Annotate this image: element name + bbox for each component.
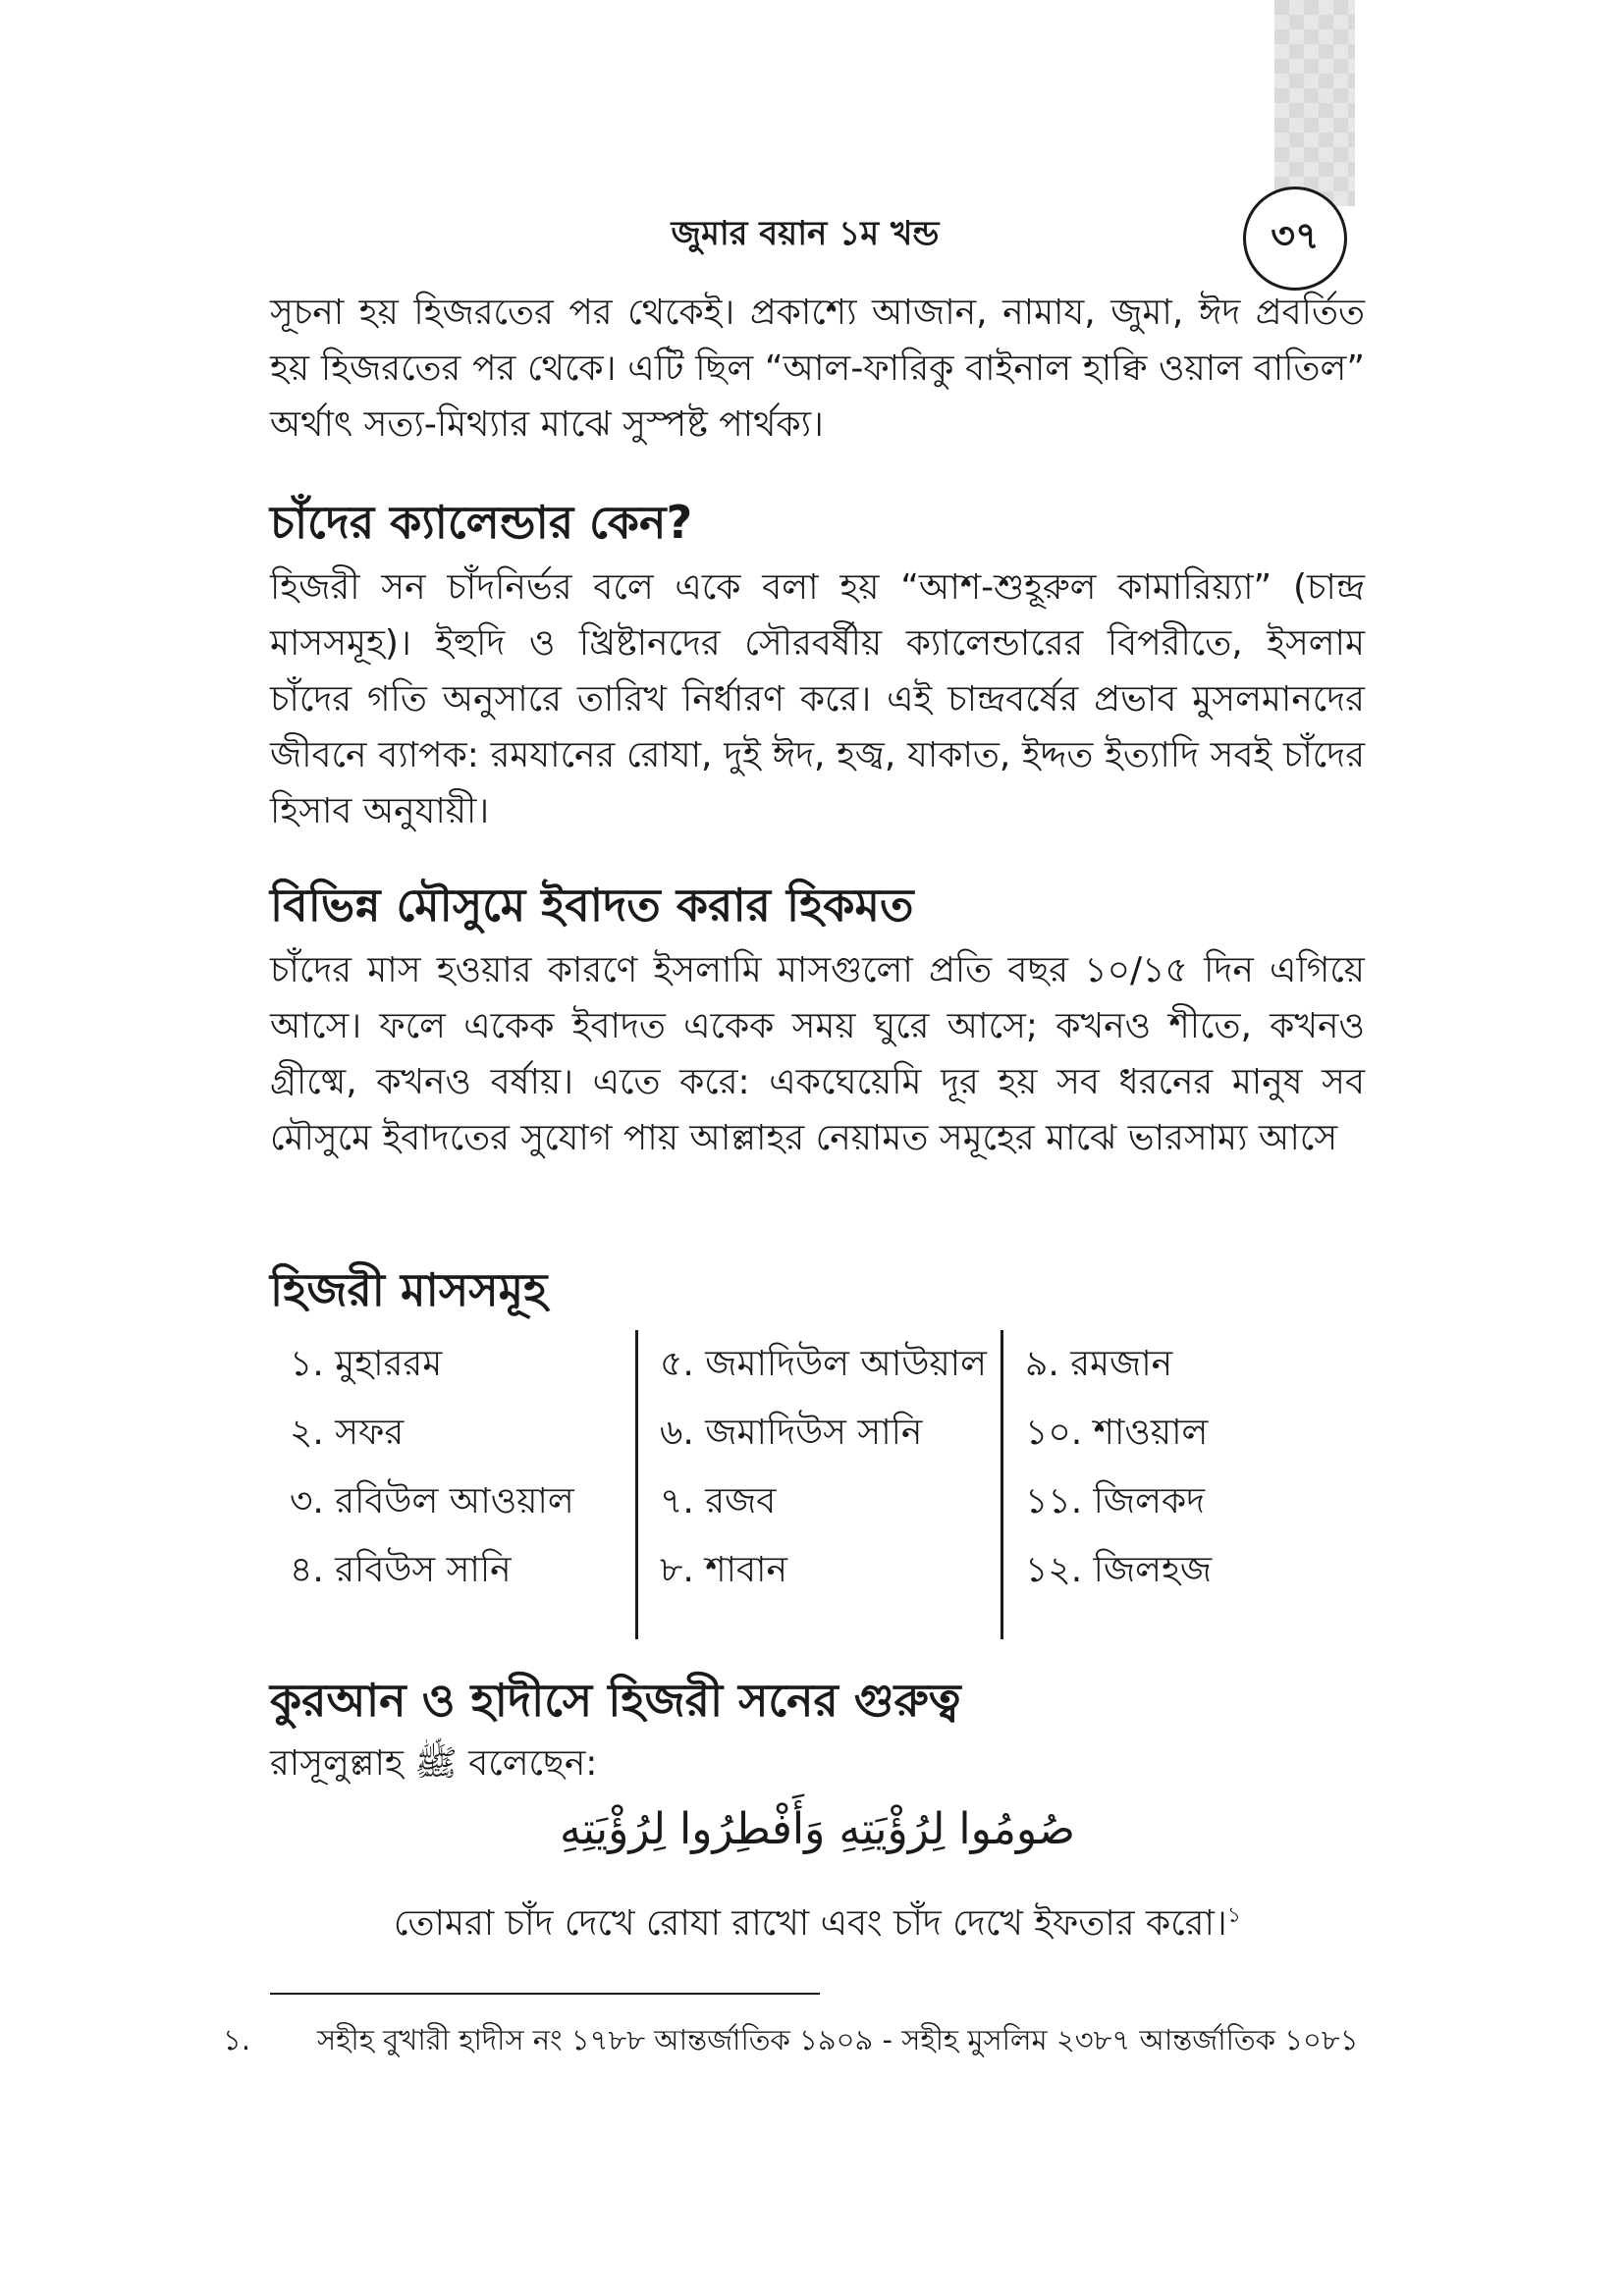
page-number: ৩৭ <box>1243 187 1347 291</box>
hijri-months-table <box>270 1330 1252 1639</box>
arabic-hadith: صُومُوا لِرُؤْيَتِهِ وَأَفْطِرُوا لِرُؤْيَتِهِ <box>559 1804 1075 1854</box>
heading-seasonal-worship: বিভিন্ন মৌসুমে ইবাদত করার হিকমত <box>270 879 914 932</box>
hadith-translation <box>270 1896 1365 1955</box>
intro-paragraph: সূচনা হয় হিজরতের পর থেকেই। প্রকাশ্যে আজান, নামায, জুমা, ঈদ প্রবর্তিত হয় হিজরতের পর থেকে। এটি ছিল “আল-ফারিকু বাইনাল হাক্বি ওয়াল বাতিল” অর্থাৎ সত্য-মিথ্যার মাঝে সুস্পষ্ট পার্থক্য। <box>270 293 1365 445</box>
month-item: ৯. রমজান <box>1025 1344 1173 1384</box>
months-column-2 <box>635 1330 1003 1639</box>
running-title: জুমার বয়ান ১ম খন্ড <box>671 214 940 253</box>
hadith-intro: রাসূলুল্লাহ ﷺ বলেছেন: <box>270 1743 598 1784</box>
heading-hijri-months: হিজরী মাসসমূহ <box>270 1263 548 1316</box>
footnote <box>223 2017 1365 2062</box>
footnote-number: ১. <box>223 2023 251 2056</box>
month-item: ১. মুহাররম <box>290 1344 443 1384</box>
footnote-ref[interactable]: ১ <box>1226 1903 1242 1928</box>
month-item: ৪. রবিউস সানি <box>290 1550 512 1590</box>
month-item: ১২. জিলহজ <box>1025 1550 1213 1590</box>
months-column-3 <box>1001 1330 1249 1639</box>
month-item: ৮. শাবান <box>660 1550 787 1590</box>
seasonal-worship-paragraph: চাঁদের মাস হওয়ার কারণে ইসলামি মাসগুলো প্রতি বছর ১০/১৫ দিন এগিয়ে আসে। ফলে একেক ইবাদত একেক সময় ঘুরে আসে; কখনও শীতে, কখনও গ্রীষ্মে, কখনও বর্ষায়। এতে করে: একঘেয়েমি দূর হয় সব ধরনের মানুষ সব মৌসুমে ইবাদতের সুযোগ পায় আল্লাহর নেয়ামত সমূহের মাঝে ভারসাম্য আসে <box>270 950 1365 1158</box>
heading-quran-hadith: কুরআন ও হাদীসে হিজরী সনের গুরুত্ব <box>270 1674 961 1727</box>
month-item: ৩. রবিউল আওয়াল <box>290 1481 574 1522</box>
page-edge-tab <box>1274 0 1355 206</box>
month-item: ৬. জমাদিউস সানি <box>660 1413 923 1453</box>
month-item: ১০. শাওয়াল <box>1025 1413 1209 1453</box>
month-item: ৫. জমাদিউল আউয়াল <box>660 1344 987 1384</box>
footnote-body <box>223 2017 1365 2062</box>
month-item: ১১. জিলকদ <box>1025 1481 1206 1522</box>
footnote-divider <box>270 1993 820 1995</box>
month-item: ২. সফর <box>290 1413 405 1453</box>
month-item: ৭. রজব <box>660 1481 777 1522</box>
months-column-1 <box>270 1330 633 1639</box>
moon-calendar-paragraph: হিজরী সন চাঁদনির্ভর বলে একে বলা হয় “আশ-শুহূরুল কামারিয়্যা” (চান্দ্র মাসসমূহ)। ইহুদি ও খ্রিষ্টানদের সৌরবর্ষীয় ক্যালেন্ডারের বিপরীতে, ইসলাম চাঁদের গতি অনুসারে তারিখ নির্ধারণ করে। এই চান্দ্রবর্ষের প্রভাব মুসলমানদের জীবনে ব্যাপক: রমযানের রোযা, দুই ঈদ, হজ্ব, যাকাত, ইদ্দত ইত্যাদি সবই চাঁদের হিসাব অনুযায়ী। <box>270 567 1365 831</box>
footnote-text: সহীহ বুখারী হাদীস নং ১৭৮৮ আন্তর্জাতিক ১৯০৯ - সহীহ মুসলিম ২৩৮৭ আন্তর্জাতিক ১০৮১ <box>317 2023 1359 2056</box>
heading-moon-calendar: চাঁদের ক্যালেন্ডার কেন? <box>270 496 693 549</box>
translation-text: তোমরা চাঁদ দেখে রোযা রাখো এবং চাঁদ দেখে ইফতার করো। <box>393 1903 1227 1944</box>
